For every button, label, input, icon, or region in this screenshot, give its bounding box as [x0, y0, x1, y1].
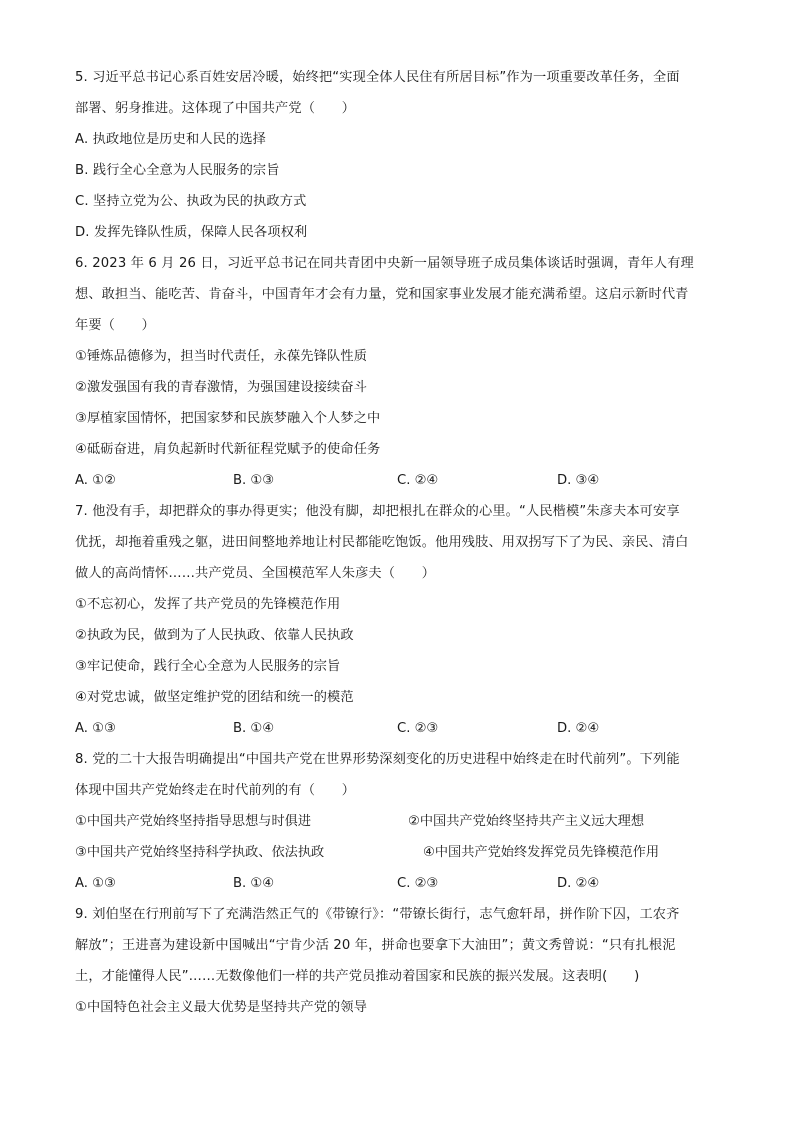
q8-option-b: B. ①④	[233, 876, 275, 891]
q6-option-c: C. ②④	[397, 473, 439, 488]
q8-item-4: ④中国共产党始终发挥党员先锋模范作用	[423, 845, 660, 860]
q6-option-d: D. ③④	[557, 473, 600, 488]
q6-item-1: ①锤炼品德修为，担当时代责任，永葆先锋队性质	[75, 349, 368, 364]
q7-stem-line: 优抚，却拖着重残之躯，进田间整地养地让村民都能吃饱饭。他用残肢、用双拐写下了为民、亲民、清白	[75, 535, 689, 550]
q6-item-2: ②激发强国有我的青春激情，为强国建设接续奋斗	[75, 380, 368, 395]
q5-option-a: A. 执政地位是历史和人民的选择	[75, 132, 267, 147]
q7-stem-line: 做人的高尚情怀……共产党员、全国模范军人朱彦夫（ ）	[75, 566, 436, 581]
q7-option-b: B. ①④	[233, 721, 275, 736]
q6-stem-line: 想、敢担当、能吃苦、肯奋斗，中国青年才会有力量，党和国家事业发展才能充满希望。这启示新时代青	[75, 287, 689, 302]
q8-item-2: ②中国共产党始终坚持共产主义远大理想	[408, 814, 645, 829]
q6-item-3: ③厚植家国情怀，把国家梦和民族梦融入个人梦之中	[75, 411, 381, 426]
q6-option-b: B. ①③	[233, 473, 275, 488]
q5-stem-line: 5. 习近平总书记心系百姓安居冷暖，始终把“实现全体人民住有所居目标”作为一项重要改革任务，全面	[75, 70, 680, 85]
q8-option-a: A. ①③	[75, 876, 116, 891]
q7-item-4: ④对党忠诚，做坚定维护党的团结和统一的模范	[75, 690, 354, 705]
q7-options-row	[75, 713, 726, 744]
q5-option-d: D. 发挥先锋队性质，保障人民各项权利	[75, 225, 308, 240]
q9-item-1: ①中国特色社会主义最大优势是坚持共产党的领导	[75, 1000, 368, 1015]
q5-option-c: C. 坚持立党为公、执政为民的执政方式	[75, 194, 307, 209]
q8-item-3: ③中国共产党始终坚持科学执政、依法执政	[75, 845, 325, 860]
q7-stem-line: 7. 他没有手，却把群众的事办得更实；他没有脚，却把根扎在群众的心里。“人民楷模”朱彦夫本可安享	[75, 504, 680, 519]
q6-options-row	[75, 465, 726, 496]
q9-stem-line: 解放”；王进喜为建设新中国喊出“宁肯少活 20 年，拼命也要拿下大油田”；黄文秀曾说：“只有扎根泥	[75, 938, 676, 953]
q8-items-row-2	[75, 837, 726, 868]
q7-item-2: ②执政为民，做到为了人民执政、依靠人民执政	[75, 628, 354, 643]
q5-stem-line: 部署、躬身推进。这体现了中国共产党（ ）	[75, 101, 356, 116]
q6-stem-line: 年要（ ）	[75, 318, 156, 333]
q9-stem-line: 土，才能懂得人民”……无数像他们一样的共产党员推动着国家和民族的振兴发展。这表明( )	[75, 969, 640, 984]
q6-stem-line: 6. 2023 年 6 月 26 日，习近平总书记在同共青团中央新一届领导班子成员集体谈话时强调，青年人有理	[75, 256, 694, 271]
q9-stem-line: 9. 刘伯坚在行刑前写下了充满浩然正气的《带镣行》：“带镣长街行，志气愈轩昂，拼作阶下囚，工农齐	[75, 907, 680, 922]
q6-option-a: A. ①②	[75, 473, 116, 488]
q7-item-3: ③牢记使命，践行全心全意为人民服务的宗旨	[75, 659, 341, 674]
q8-option-c: C. ②③	[397, 876, 439, 891]
q6-item-4: ④砥砺奋进，肩负起新时代新征程党赋予的使命任务	[75, 442, 381, 457]
q7-option-c: C. ②③	[397, 721, 439, 736]
q8-stem-line: 体现中国共产党始终走在时代前列的有（ ）	[75, 783, 356, 798]
q8-items-row-1	[75, 806, 726, 837]
q7-option-d: D. ②④	[557, 721, 600, 736]
q8-item-1: ①中国共产党始终坚持指导思想与时俱进	[75, 814, 312, 829]
q5-option-b: B. 践行全心全意为人民服务的宗旨	[75, 163, 280, 178]
q8-option-d: D. ②④	[557, 876, 600, 891]
q8-options-row	[75, 868, 726, 899]
q7-option-a: A. ①③	[75, 721, 116, 736]
q8-stem-line: 8. 党的二十大报告明确提出“中国共产党在世界形势深刻变化的历史进程中始终走在时代前列”。下列能	[75, 752, 680, 767]
q7-item-1: ①不忘初心，发挥了共产党员的先锋模范作用	[75, 597, 341, 612]
